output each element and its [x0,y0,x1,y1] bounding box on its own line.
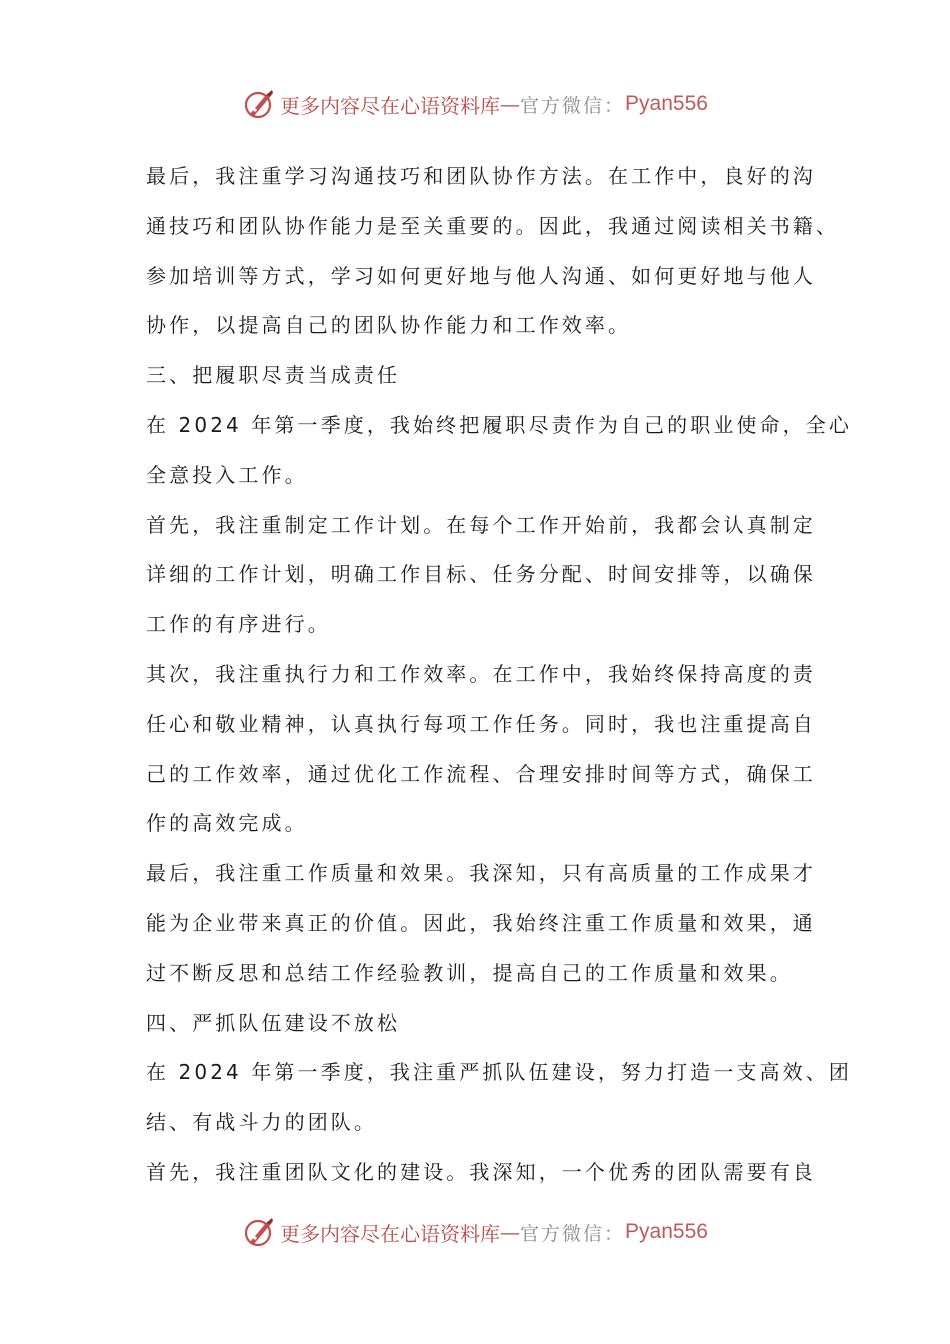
footer-watermark-banner [0,1212,950,1252]
body-line: 任心和敬业精神，认真执行每项工作任务。同时，我也注重提高自 [146,711,816,736]
body-line: 首先，我注重团队文化的建设。我深知，一个优秀的团队需要有良 [146,1159,816,1184]
section-heading: 四、严抓队伍建设不放松 [146,1010,401,1035]
body-line: 通技巧和团队协作能力是至关重要的。因此，我通过阅读相关书籍、 [146,213,839,238]
body-line: 详细的工作计划，明确工作目标、任务分配、时间安排等，以确保 [146,562,816,587]
banner-dash: — [500,92,521,116]
body-line: 己的工作效率，通过优化工作流程、合理安排时间等方式，确保工 [146,761,816,786]
section-heading: 三、把履职尽责当成责任 [146,363,401,388]
brand-text: 更多内容尽在心语资料库 [280,1221,501,1246]
body-line: 最后，我注重学习沟通技巧和团队协作方法。在工作中，良好的沟 [146,164,816,188]
header-watermark-banner [0,84,950,124]
brand-text: 更多内容尽在心语资料库 [280,93,501,118]
pen-nib-circle-icon [242,1215,276,1249]
body-line: 作的高效完成。 [146,811,308,836]
body-line: 首先，我注重制定工作计划。在每个工作开始前，我都会认真制定 [146,512,816,537]
wechat-label: 官方微信： [520,94,626,117]
pen-nib-circle-icon [242,87,276,121]
body-line: 协作，以提高自己的团队协作能力和工作效率。 [146,313,632,338]
document-body [146,152,852,1198]
body-line: 能为企业带来真正的价值。因此，我始终注重工作质量和效果，通 [146,910,816,935]
banner-dash: — [500,1220,521,1244]
body-line: 参加培训等方式，学习如何更好地与他人沟通、如何更好地与他人 [146,263,816,288]
body-line: 其次，我注重执行力和工作效率。在工作中，我始终保持高度的责 [146,661,816,686]
body-line: 工作的有序进行。 [146,612,331,637]
body-line: 最后，我注重工作质量和效果。我深知，只有高质量的工作成果才 [146,861,816,886]
wechat-id: Pyan556 [625,92,708,115]
body-line: 结、有战斗力的团队。 [146,1110,377,1135]
body-line: 过不断反思和总结工作经验教训，提高自己的工作质量和效果。 [146,960,793,985]
body-line: 全意投入工作。 [146,462,308,487]
wechat-id: Pyan556 [625,1220,708,1243]
wechat-label: 官方微信： [520,1222,626,1245]
body-line: 在 2024 年第一季度，我始终把履职尽责作为自己的职业使命，全心 [146,412,852,437]
body-line: 在 2024 年第一季度，我注重严抓队伍建设，努力打造一支高效、团 [146,1060,852,1085]
